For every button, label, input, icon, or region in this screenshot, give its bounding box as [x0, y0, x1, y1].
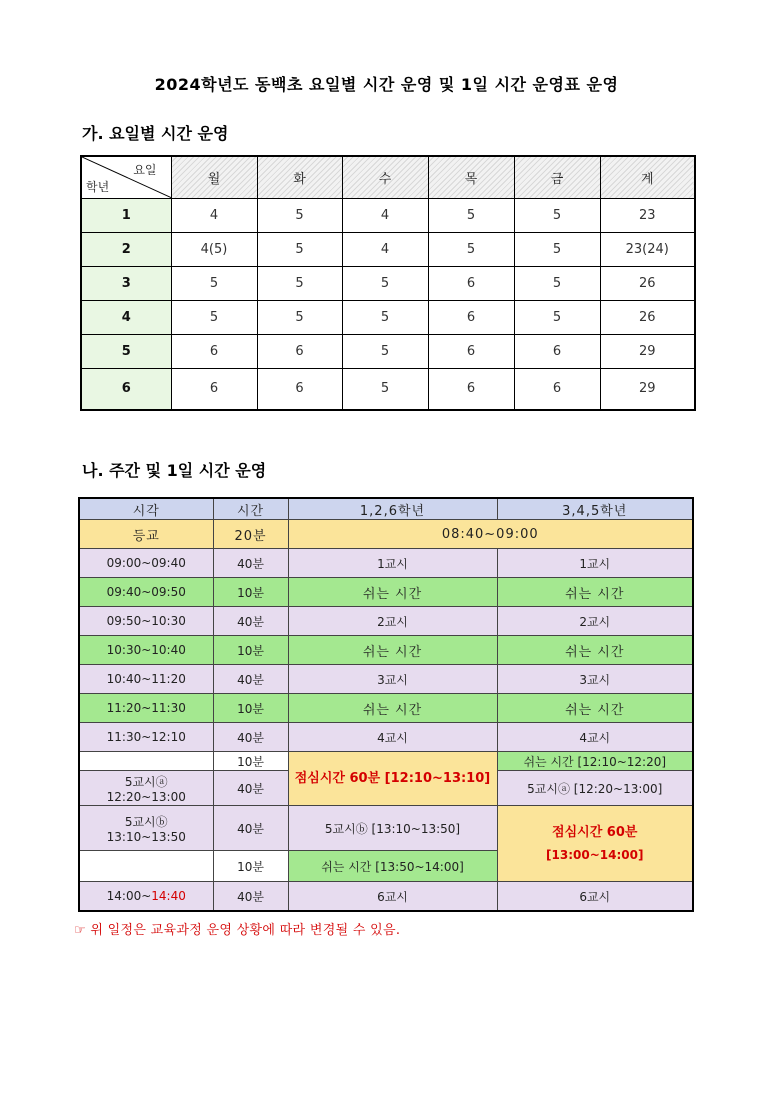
table-row: [81, 369, 695, 410]
hours-cell: 6: [171, 369, 257, 410]
lunch-cell-126: 점심시간 60분 [12:10~13:10]: [288, 752, 497, 806]
duration-cell: 40분: [213, 771, 288, 806]
schedule-cell-345: 4교시: [497, 723, 693, 752]
hours-cell: 6: [514, 335, 600, 369]
grade-cell: 1: [81, 199, 171, 233]
hours-cell: 6: [171, 335, 257, 369]
section-heading-weekly: 가. 요일별 시간 운영: [82, 124, 229, 143]
table-row: [79, 806, 693, 851]
total-cell: 26: [600, 267, 695, 301]
corner-grade-label: 학년: [86, 180, 110, 194]
break-cell-345: 쉬는 시간 [12:10~12:20]: [497, 752, 693, 771]
hours-cell: 5: [342, 335, 428, 369]
time-cell: 11:20~11:30: [79, 694, 213, 723]
hours-cell: 5: [428, 233, 514, 267]
time-cell: 10:30~10:40: [79, 636, 213, 665]
hours-cell: 5: [514, 267, 600, 301]
day-header-mon: 월: [171, 156, 257, 199]
time-cell: 09:00~09:40: [79, 549, 213, 578]
day-header-thu: 목: [428, 156, 514, 199]
table-row: [79, 694, 693, 723]
page-title: 2024학년도 동백초 요일별 시간 운영 및 1일 시간 운영표 운영: [154, 75, 619, 94]
hours-cell: 5: [257, 199, 342, 233]
schedule-cell-126: 1교시: [288, 549, 497, 578]
footnote: ☞ 위 일정은 교육과정 운영 상황에 따라 변경될 수 있음.: [74, 923, 401, 938]
hours-cell: 6: [428, 301, 514, 335]
schedule-cell-345: 쉬는 시간: [497, 694, 693, 723]
hours-cell: 5: [514, 233, 600, 267]
hours-cell: 6: [428, 267, 514, 301]
hours-cell: 5: [514, 301, 600, 335]
hours-cell: 4: [171, 199, 257, 233]
total-cell: 29: [600, 369, 695, 410]
duration-cell: 10분: [213, 851, 288, 882]
grade-cell: 5: [81, 335, 171, 369]
hours-cell: 6: [257, 335, 342, 369]
day-header-fri: 금: [514, 156, 600, 199]
grade-cell: 6: [81, 369, 171, 410]
header-grades-126: 1,2,6학년: [288, 498, 497, 520]
schedule-cell-126: 4교시: [288, 723, 497, 752]
time-cell-5b: 5교시ⓑ 13:10~13:50: [79, 806, 213, 851]
schedule-cell-126: 쉬는 시간: [288, 636, 497, 665]
grade-cell: 4: [81, 301, 171, 335]
hours-cell: 5: [514, 199, 600, 233]
hours-cell: 5: [257, 301, 342, 335]
empty-time-cell: [79, 851, 213, 882]
arrival-row: [79, 520, 693, 549]
duration-cell: 40분: [213, 723, 288, 752]
hours-cell: 4(5): [171, 233, 257, 267]
corner-cell: [81, 156, 171, 199]
hours-cell: 6: [257, 369, 342, 410]
period5a-cell-345: 5교시ⓐ [12:20~13:00]: [497, 771, 693, 806]
total-cell: 23: [600, 199, 695, 233]
day-header-total: 계: [600, 156, 695, 199]
total-cell: 29: [600, 335, 695, 369]
schedule-cell-345: 3교시: [497, 665, 693, 694]
hours-cell: 5: [342, 267, 428, 301]
duration-cell: 10분: [213, 636, 288, 665]
hours-cell: 5: [171, 301, 257, 335]
schedule-cell-345: 쉬는 시간: [497, 636, 693, 665]
table-row: [81, 335, 695, 369]
hours-cell: 6: [428, 335, 514, 369]
table-row: [79, 549, 693, 578]
table-row: [81, 233, 695, 267]
schedule-cell-126: 2교시: [288, 607, 497, 636]
hours-cell: 4: [342, 199, 428, 233]
table-row: [79, 607, 693, 636]
duration-cell: 40분: [213, 549, 288, 578]
arrival-duration: 20분: [213, 520, 288, 549]
duration-cell: 10분: [213, 578, 288, 607]
duration-cell: 40분: [213, 665, 288, 694]
table-row: [79, 665, 693, 694]
arrival-label: 등교: [79, 520, 213, 549]
schedule-cell-345: 쉬는 시간: [497, 578, 693, 607]
schedule-cell-345: 1교시: [497, 549, 693, 578]
duration-cell: 10분: [213, 752, 288, 771]
lunch-cell-345: 점심시간 60분 [13:00~14:00]: [497, 806, 693, 882]
hours-cell: 6: [428, 369, 514, 410]
time-cell: 09:40~09:50: [79, 578, 213, 607]
schedule-cell-126: 쉬는 시간: [288, 694, 497, 723]
duration-cell: 40분: [213, 806, 288, 851]
table-row: [81, 301, 695, 335]
period6-cell-345: 6교시: [497, 882, 693, 912]
table-row: [79, 882, 693, 912]
hours-cell: 5: [257, 267, 342, 301]
daily-schedule-table: [78, 497, 694, 912]
total-cell: 23(24): [600, 233, 695, 267]
header-duration: 시간: [213, 498, 288, 520]
header-grades-345: 3,4,5학년: [497, 498, 693, 520]
grade-cell: 3: [81, 267, 171, 301]
hours-cell: 5: [342, 369, 428, 410]
table-header-row: [79, 498, 693, 520]
day-header-tue: 화: [257, 156, 342, 199]
header-clock: 시각: [79, 498, 213, 520]
duration-cell: 10분: [213, 694, 288, 723]
day-header-wed: 수: [342, 156, 428, 199]
period6-cell-126: 6교시: [288, 882, 497, 912]
section-heading-daily: 나. 주간 및 1일 시간 운영: [82, 461, 267, 480]
table-row: [79, 723, 693, 752]
time-cell-5a: 5교시ⓐ 12:20~13:00: [79, 771, 213, 806]
schedule-cell-345: 2교시: [497, 607, 693, 636]
table-row: [79, 636, 693, 665]
time-cell-last: 14:00~14:40: [79, 882, 213, 912]
schedule-cell-126: 3교시: [288, 665, 497, 694]
table-header-row: [81, 156, 695, 199]
hours-cell: 6: [514, 369, 600, 410]
time-cell: 11:30~12:10: [79, 723, 213, 752]
hours-cell: 5: [257, 233, 342, 267]
arrival-time: 08:40~09:00: [288, 520, 693, 549]
time-cell: 09:50~10:30: [79, 607, 213, 636]
duration-cell: 40분: [213, 882, 288, 912]
hours-cell: 5: [171, 267, 257, 301]
table-row: [79, 752, 693, 771]
time-cell: 10:40~11:20: [79, 665, 213, 694]
break-cell-126: 쉬는 시간 [13:50~14:00]: [288, 851, 497, 882]
schedule-cell-126: 쉬는 시간: [288, 578, 497, 607]
table-row: [79, 578, 693, 607]
empty-time-cell: [79, 752, 213, 771]
corner-day-label: 요일: [133, 163, 157, 177]
table-row: [81, 199, 695, 233]
table-row: [81, 267, 695, 301]
grade-cell: 2: [81, 233, 171, 267]
hours-cell: 5: [428, 199, 514, 233]
hours-cell: 4: [342, 233, 428, 267]
total-cell: 26: [600, 301, 695, 335]
hours-cell: 5: [342, 301, 428, 335]
weekly-hours-table: [80, 155, 696, 411]
period5b-cell-126: 5교시ⓑ [13:10~13:50]: [288, 806, 497, 851]
duration-cell: 40분: [213, 607, 288, 636]
